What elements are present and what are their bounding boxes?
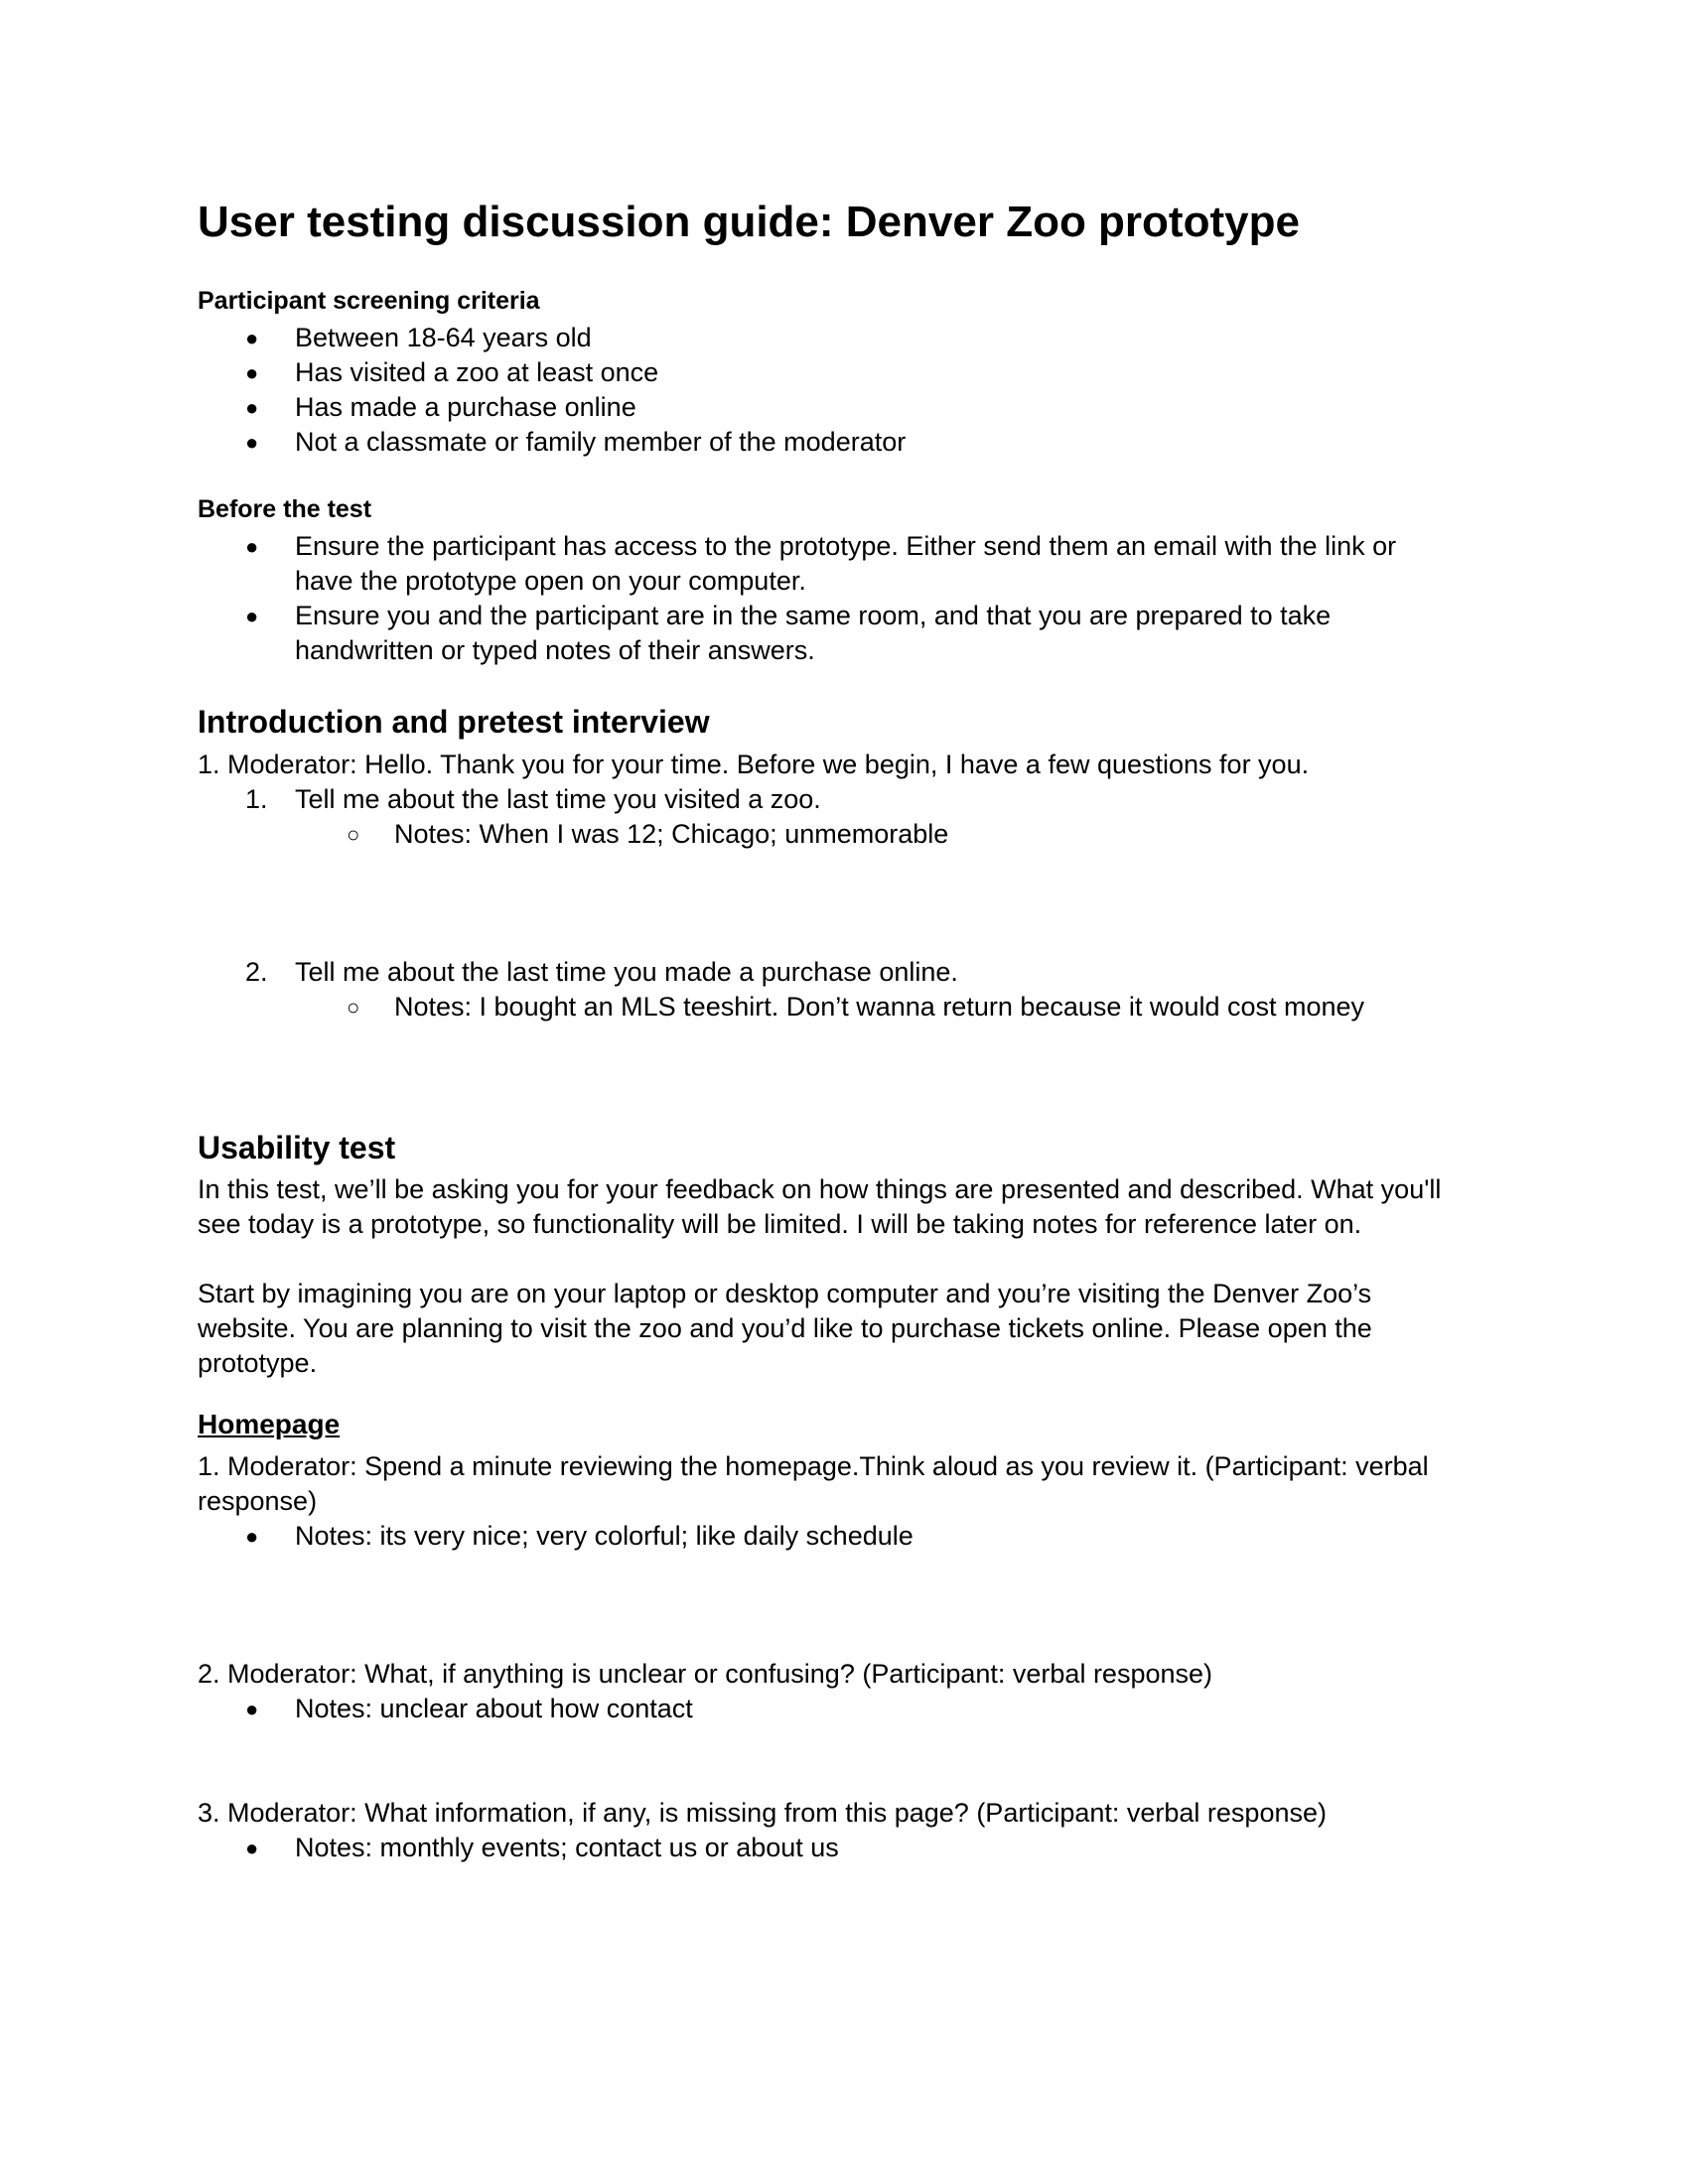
intro-question: 1. Moderator: Hello. Thank you for your time. Before we begin, I have a few questions for you. [198, 750, 1310, 779]
usability-heading: Usability test [198, 1130, 396, 1165]
list-item [0, 321, 1688, 355]
list-item [0, 1519, 1688, 1554]
notes-text: Notes: I bought an MLS teeshirt. Don’t wanna return because it would cost money [394, 992, 1365, 1022]
bullet-icon: ● [245, 1524, 259, 1549]
intro-heading: Introduction and pretest interview [198, 704, 710, 740]
before-test-heading: Before the test [198, 495, 372, 523]
circle-bullet-icon: ○ [347, 995, 360, 1020]
bullet-icon: ● [245, 604, 259, 628]
homepage-question-2: 2. Moderator: What, if anything is unclear or confusing? (Participant: verbal response) [198, 1659, 1213, 1689]
usability-paragraph-2: Start by imagining you are on your laptop or desktop computer and you’re visiting the Denver Zoo’s website. You are planning to visit the zoo and you’d like to purchase tickets online. Please open the prototype. [198, 1279, 1372, 1378]
list-item-text: Ensure you and the participant are in the same room, and that you are prepared to take handwritten or typed notes of their answers. [295, 601, 1332, 665]
bullet-icon: ● [245, 1697, 259, 1721]
usability-paragraph-1: In this test, we’ll be asking you for your feedback on how things are presented and described. What you'll see today is a prototype, so functionality will be limited. I will be taking notes for reference later on. [198, 1174, 1442, 1239]
list-number: 2. [245, 957, 268, 987]
list-item-text: Ensure the participant has access to the prototype. Either send them an email with the link or have the prototype open on your computer. [295, 531, 1397, 596]
list-item-text: Has made a purchase online [295, 392, 636, 422]
list-item [0, 782, 1688, 817]
list-item-text: Not a classmate or family member of the moderator [295, 427, 907, 457]
list-item-text: Tell me about the last time you made a purchase online. [295, 957, 958, 987]
list-item [0, 1692, 1688, 1726]
list-item [0, 990, 1688, 1024]
list-item-text: Between 18-64 years old [295, 323, 592, 352]
bullet-icon: ● [245, 1836, 259, 1860]
bullet-icon: ● [245, 326, 259, 350]
screening-heading: Participant screening criteria [198, 287, 540, 315]
list-item [0, 599, 1688, 668]
list-item-text: Has visited a zoo at least once [295, 357, 659, 387]
homepage-question-1: 1. Moderator: Spend a minute reviewing the homepage.Think aloud as you review it. (Participant: verbal response) [198, 1451, 1429, 1516]
list-item [0, 817, 1688, 852]
notes-text: Notes: its very nice; very colorful; like daily schedule [295, 1521, 914, 1551]
bullet-icon: ● [245, 534, 259, 559]
homepage-heading: Homepage [198, 1409, 341, 1439]
bullet-icon: ● [245, 430, 259, 455]
list-item [0, 425, 1688, 460]
list-item [0, 955, 1688, 990]
list-item [0, 1831, 1688, 1865]
bullet-icon: ● [245, 360, 259, 385]
page-title: User testing discussion guide: Denver Zoo prototype [198, 198, 1300, 246]
list-item [0, 390, 1688, 425]
list-item [0, 355, 1688, 390]
homepage-question-3: 3. Moderator: What information, if any, is missing from this page? (Participant: verbal response) [198, 1798, 1327, 1828]
notes-text: Notes: unclear about how contact [295, 1694, 693, 1723]
notes-text: Notes: monthly events; contact us or about us [295, 1833, 839, 1862]
notes-text: Notes: When I was 12; Chicago; unmemorable [394, 819, 949, 849]
circle-bullet-icon: ○ [347, 822, 360, 847]
bullet-icon: ● [245, 395, 259, 420]
list-item-text: Tell me about the last time you visited a zoo. [295, 784, 821, 814]
list-item [0, 529, 1688, 599]
list-number: 1. [245, 784, 268, 814]
